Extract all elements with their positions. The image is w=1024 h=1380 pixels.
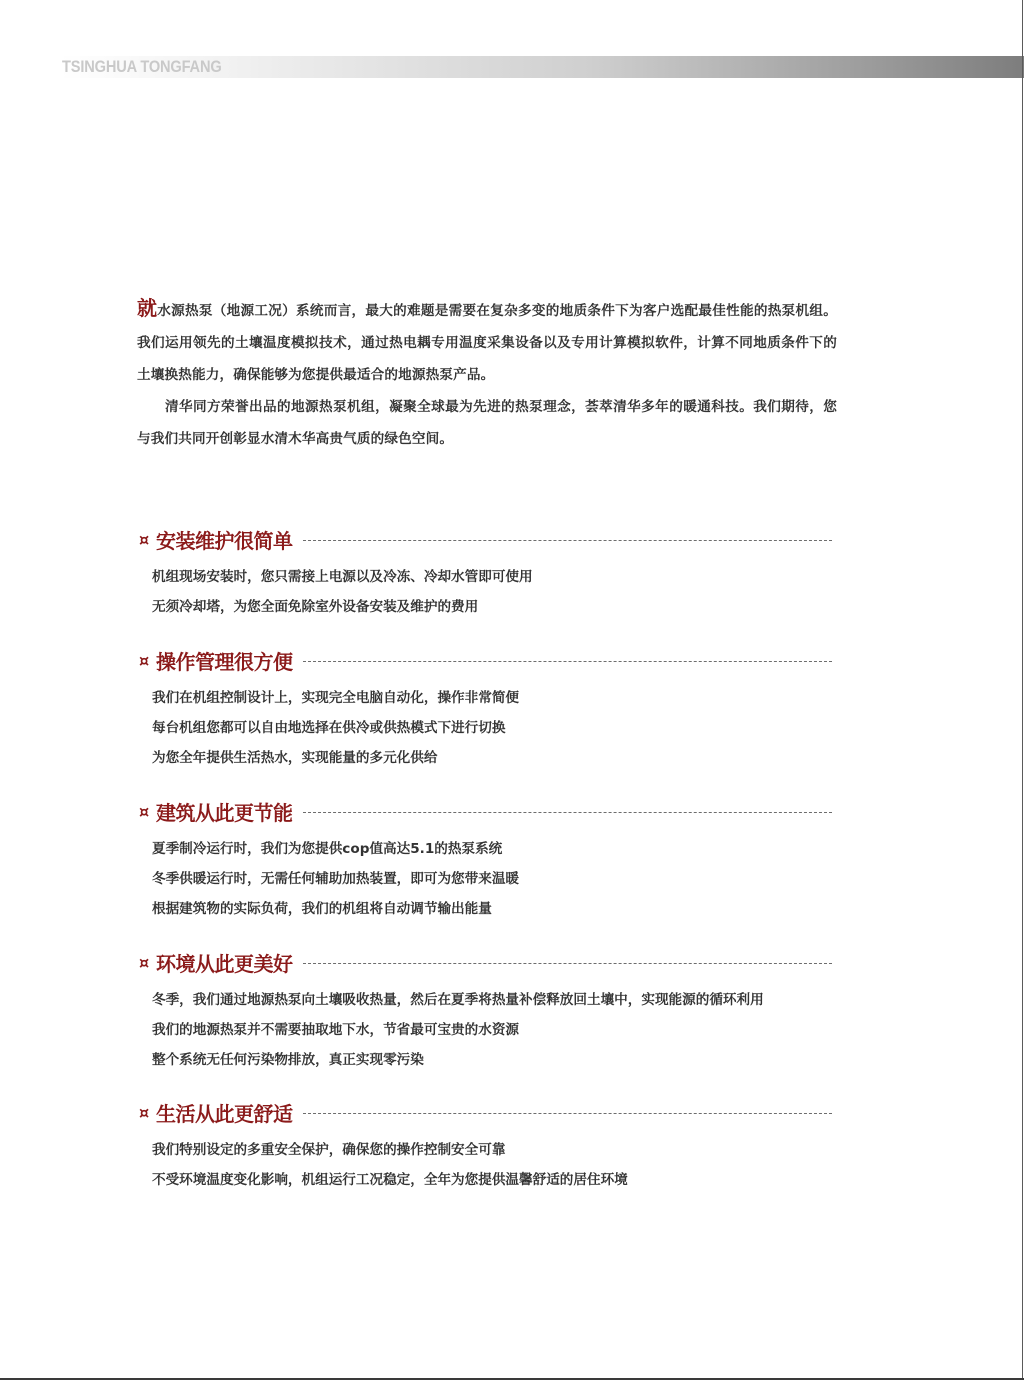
intro-paragraph-2: 清华同方荣誉出品的地源热泵机组，凝聚全球最为先进的热泵理念，荟萃清华多年的暖通科技。我们期待，您与我们共同开创彰显水清木华高贵气质的绿色空间。: [137, 399, 837, 447]
section-line: 不受环境温度变化影响，机组运行工况稳定，全年为您提供温馨舒适的居住环境: [152, 1172, 628, 1188]
section-line: 整个系统无任何污染物排放，真正实现零污染: [152, 1052, 424, 1068]
bullet-icon: ¤: [139, 801, 150, 821]
section-title: 环境从此更美好: [156, 951, 293, 976]
section-line: 无须冷却塔，为您全面免除室外设备安装及维护的费用: [152, 599, 479, 615]
dashed-divider: [303, 963, 833, 964]
section-line: 根据建筑物的实际负荷，我们的机组将自动调节输出能量: [152, 901, 492, 917]
section-heading: [139, 1097, 839, 1127]
section-title: 安装维护很简单: [156, 528, 293, 553]
section-title: 生活从此更舒适: [156, 1101, 293, 1126]
feature-section-operation: [139, 645, 839, 773]
section-line: 冬季供暖运行时，无需任何辅助加热装置，即可为您带来温暖: [152, 871, 520, 887]
intro-paragraph-1-text: 水源热泵（地源工况）系统而言，最大的难题是需要在复杂多变的地质条件下为客户选配最佳性能的热泵机组。我们运用领先的土壤温度模拟技术，通过热电耦专用温度采集设备以及专用计算模拟软件，计算不同地质条件下的土壤换热能力，确保能够为您提供最适合的地源热泵产品。: [137, 303, 837, 383]
dashed-divider: [303, 812, 833, 813]
intro-dropcap: 就: [137, 296, 158, 320]
section-heading: [139, 947, 839, 977]
feature-section-energy: [139, 796, 839, 924]
bullet-icon: ¤: [139, 650, 150, 670]
intro-paragraph-1: [137, 292, 837, 391]
section-line: 冬季，我们通过地源热泵向土壤吸收热量，然后在夏季将热量补偿释放回土壤中，实现能源的循环利用: [152, 992, 764, 1008]
page-right-border: [1022, 0, 1023, 1380]
section-line: 每台机组您都可以自由地选择在供冷或供热模式下进行切换: [152, 720, 506, 736]
section-line: 我们的地源热泵并不需要抽取地下水，节省最可宝贵的水资源: [152, 1022, 520, 1038]
feature-section-comfort: [139, 1097, 839, 1195]
bullet-icon: ¤: [139, 1102, 150, 1122]
section-line: 机组现场安装时，您只需接上电源以及冷冻、冷却水管即可使用: [152, 569, 533, 585]
brand-logo-text: TSINGHUA TONGFANG: [62, 57, 222, 76]
section-line: 我们特别设定的多重安全保护，确保您的操作控制安全可靠: [152, 1142, 506, 1158]
intro-text: [137, 292, 837, 455]
dashed-divider: [303, 661, 833, 662]
feature-section-install: [139, 524, 839, 622]
bullet-icon: ¤: [139, 529, 150, 549]
bullet-icon: ¤: [139, 952, 150, 972]
feature-section-environment: [139, 947, 839, 1075]
dashed-divider: [303, 540, 833, 541]
section-title: 建筑从此更节能: [156, 800, 293, 825]
section-line: 我们在机组控制设计上，实现完全电脑自动化，操作非常简便: [152, 690, 520, 706]
section-heading: [139, 524, 839, 554]
section-heading: [139, 796, 839, 826]
section-title: 操作管理很方便: [156, 649, 293, 674]
dashed-divider: [303, 1113, 833, 1114]
section-heading: [139, 645, 839, 675]
section-line: 夏季制冷运行时，我们为您提供cop值高达5.1的热泵系统: [152, 841, 503, 857]
section-line: 为您全年提供生活热水，实现能量的多元化供给: [152, 750, 438, 766]
